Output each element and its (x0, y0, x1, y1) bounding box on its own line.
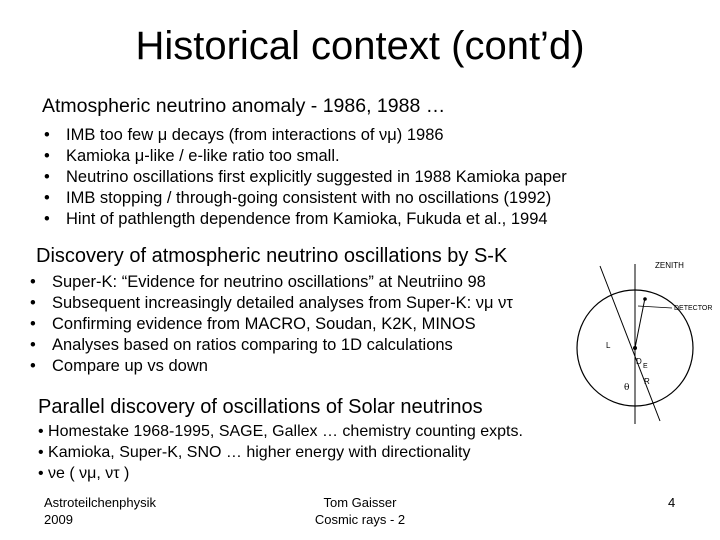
bullet-text: Super-K: “Evidence for neutrino oscillations” at Neutriino 98 (52, 273, 486, 291)
section3-heading: Parallel discovery of oscillations of Solar neutrinos (38, 396, 483, 418)
slide-title: Historical context (cont’d) (135, 24, 585, 68)
bullet-text: Compare up vs down (52, 357, 208, 375)
section1-heading: Atmospheric neutrino anomaly - 1986, 1988 … (42, 95, 446, 117)
footer-year: 2009 (44, 512, 73, 527)
earth-center-dot (633, 346, 637, 350)
bullet-text: Kamioka μ-like / e-like ratio too small. (66, 147, 340, 165)
detector-dot (643, 297, 647, 301)
radius-label: R (644, 377, 650, 386)
section3-bullet-list (38, 421, 523, 484)
list-item: • Confirming evidence from MACRO, Soudan, K2K, MINOS (30, 315, 476, 333)
list-item: • Super-K: “Evidence for neutrino oscillations” at Neutriino 98 (30, 273, 486, 291)
list-item: • IMB too few μ decays (from interactions of νμ) 1986 (44, 126, 444, 144)
bullet-text: Subsequent increasingly detailed analyses from Super-K: νμ ντ (52, 294, 513, 312)
list-item: • Hint of pathlength dependence from Kamioka, Fukuda et al., 1994 (44, 210, 548, 228)
bullet-text: νe ( νμ, ντ ) (48, 465, 130, 482)
pathlength-label: L (606, 341, 611, 350)
list-item: • Kamioka μ-like / e-like ratio too small. (44, 147, 340, 165)
earth-label: E (643, 363, 648, 370)
bullet-text: Neutrino oscillations first explicitly suggested in 1988 Kamioka paper (66, 168, 567, 186)
section2-heading: Discovery of atmospheric neutrino oscillations by S-K (36, 245, 508, 267)
depth-label: D (636, 357, 642, 366)
bullet-text: Homestake 1968-1995, SAGE, Gallex … chemistry counting expts. (48, 423, 523, 440)
footer-course: Astroteilchenphysik (44, 495, 156, 510)
list-item: • Neutrino oscillations first explicitly suggested in 1988 Kamioka paper (44, 168, 567, 186)
bullet-text: IMB stopping / through-going consistent with no oscillations (1992) (66, 189, 552, 207)
section2-bullet-list (30, 272, 513, 377)
bullet-text: Confirming evidence from MACRO, Soudan, K2K, MINOS (52, 315, 476, 333)
bullet-text: Hint of pathlength dependence from Kamioka, Fukuda et al., 1994 (66, 210, 548, 228)
list-item: • Kamioka, Super-K, SNO … higher energy with directionality (38, 444, 471, 461)
list-item: • Analyses based on ratios comparing to 1D calculations (30, 336, 453, 354)
detector-geometry-figure (540, 256, 718, 426)
footer-lecture: Cosmic rays - 2 (314, 512, 406, 527)
footer-center (300, 494, 420, 528)
section1-bullet-list (44, 125, 567, 230)
detector-label: DETECTOR (674, 305, 713, 312)
bullet-text: Kamioka, Super-K, SNO … higher energy with directionality (48, 444, 471, 461)
list-item: • Compare up vs down (30, 357, 208, 375)
footer-left (44, 494, 156, 528)
zenith-angle-label: θ (624, 383, 630, 393)
page-number: 4 (668, 495, 676, 510)
bullet-text: Analyses based on ratios comparing to 1D calculations (52, 336, 453, 354)
list-item: • Subsequent increasingly detailed analyses from Super-K: νμ ντ (30, 294, 513, 312)
footer-author: Tom Gaisser (323, 495, 397, 510)
list-item: • νe ( νμ, ντ ) (38, 465, 130, 482)
list-item: • IMB stopping / through-going consistent with no oscillations (1992) (44, 189, 552, 207)
bullet-text: IMB too few μ decays (from interactions of νμ) 1986 (66, 126, 444, 144)
zenith-label: ZENITH (655, 261, 684, 270)
list-item: • Homestake 1968-1995, SAGE, Gallex … chemistry counting expts. (38, 423, 523, 440)
